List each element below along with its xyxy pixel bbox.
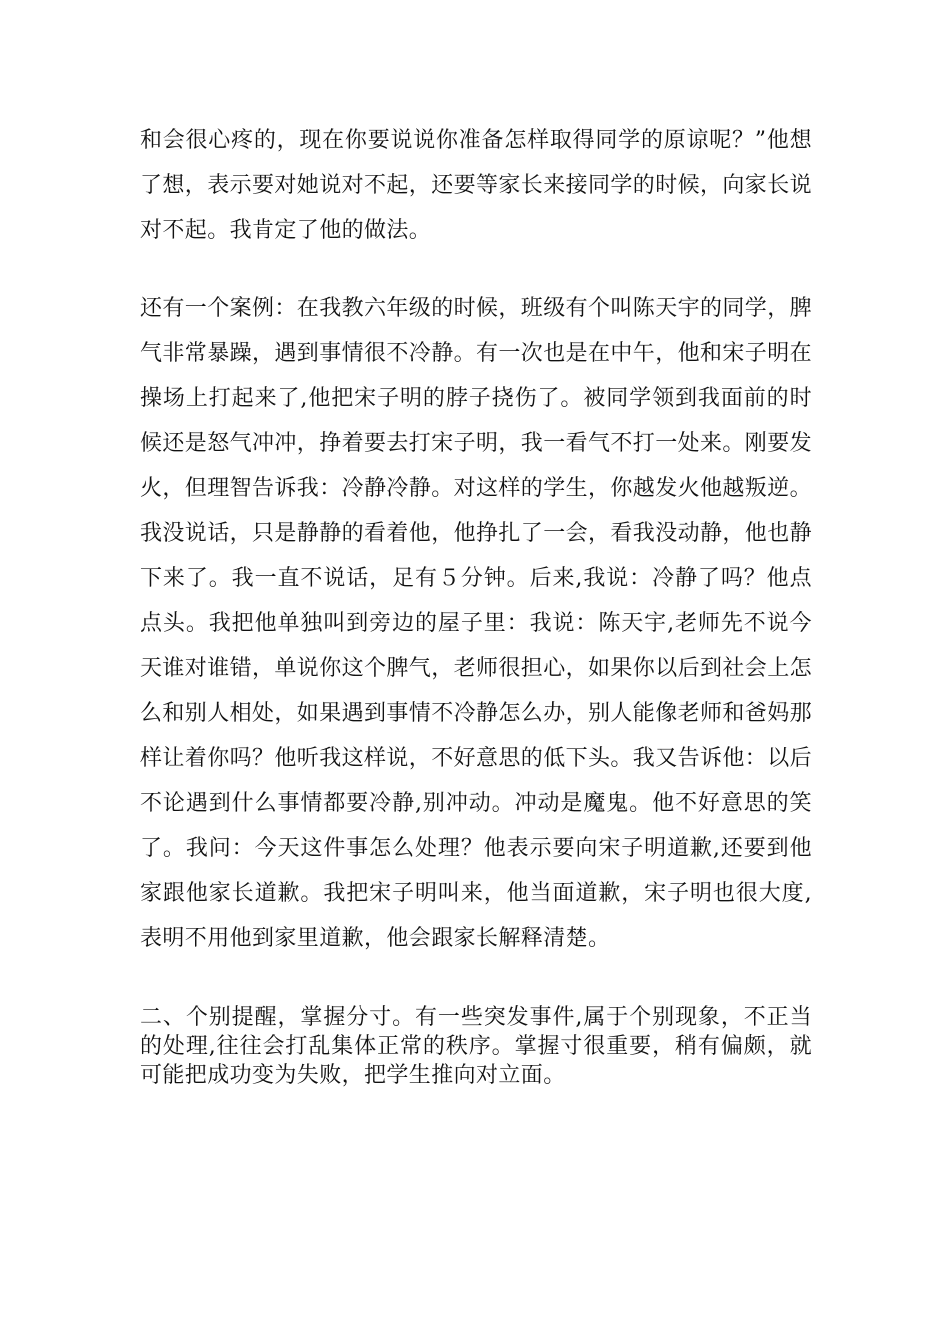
paragraph-case-study: 还有一个案例：在我教六年级的时候，班级有个叫陈天宇的同学，脾气非常暴躁，遇到事情很不冷静。有一次也是在中午，他和宋子明在操场上打起来了,他把宋子明的脖子挠伤了。被同学领到我面前的时候还是怒气冲冲，挣着要去打宋子明，我一看气不打一处来。刚要发火，但理智告诉我：冷静冷静。对这样的学生，你越发火他越叛逆。我没说话，只是静静的看着他，他挣扎了一会，看我没动静，他也静下来了。我一直不说话，足有５分钟。后来,我说：冷静了吗？他点点头。我把他单独叫到旁边的屋子里：我说：陈天宇,老师先不说今天谁对谁错，单说你这个脾气，老师很担心，如果你以后到社会上怎么和别人相处，如果遇到事情不冷静怎么办，别人能像老师和爸妈那样让着你吗？他听我这样说，不好意思的低下头。我又告诉他：以后不论遇到什么事情都要冷静,别冲动。冲动是魔鬼。他不好意思的笑了。我问：今天这件事怎么处理？他表示要向宋子明道歉,还要到他家跟他家长道歉。我把宋子明叫来，他当面道歉，宋子明也很大度,表明不用他到家里道歉，他会跟家长解释清楚。 <box>140 296 813 951</box>
document-page <box>140 118 812 1090</box>
paragraph-apology: 和会很心疼的，现在你要说说你准备怎样取得同学的原谅呢？”他想了想，表示要对她说对不起，还要等家长来接同学的时候，向家长说对不起。我肯定了他的做法。 <box>140 128 813 243</box>
paragraph-section-two: 二、个别提醒，掌握分寸。有一些突发事件,属于个别现象，不正当的处理,往往会打乱集体正常的秩序。掌握寸很重要，稍有偏颇，就可能把成功变为失败，把学生推向对立面。 <box>140 1005 812 1088</box>
